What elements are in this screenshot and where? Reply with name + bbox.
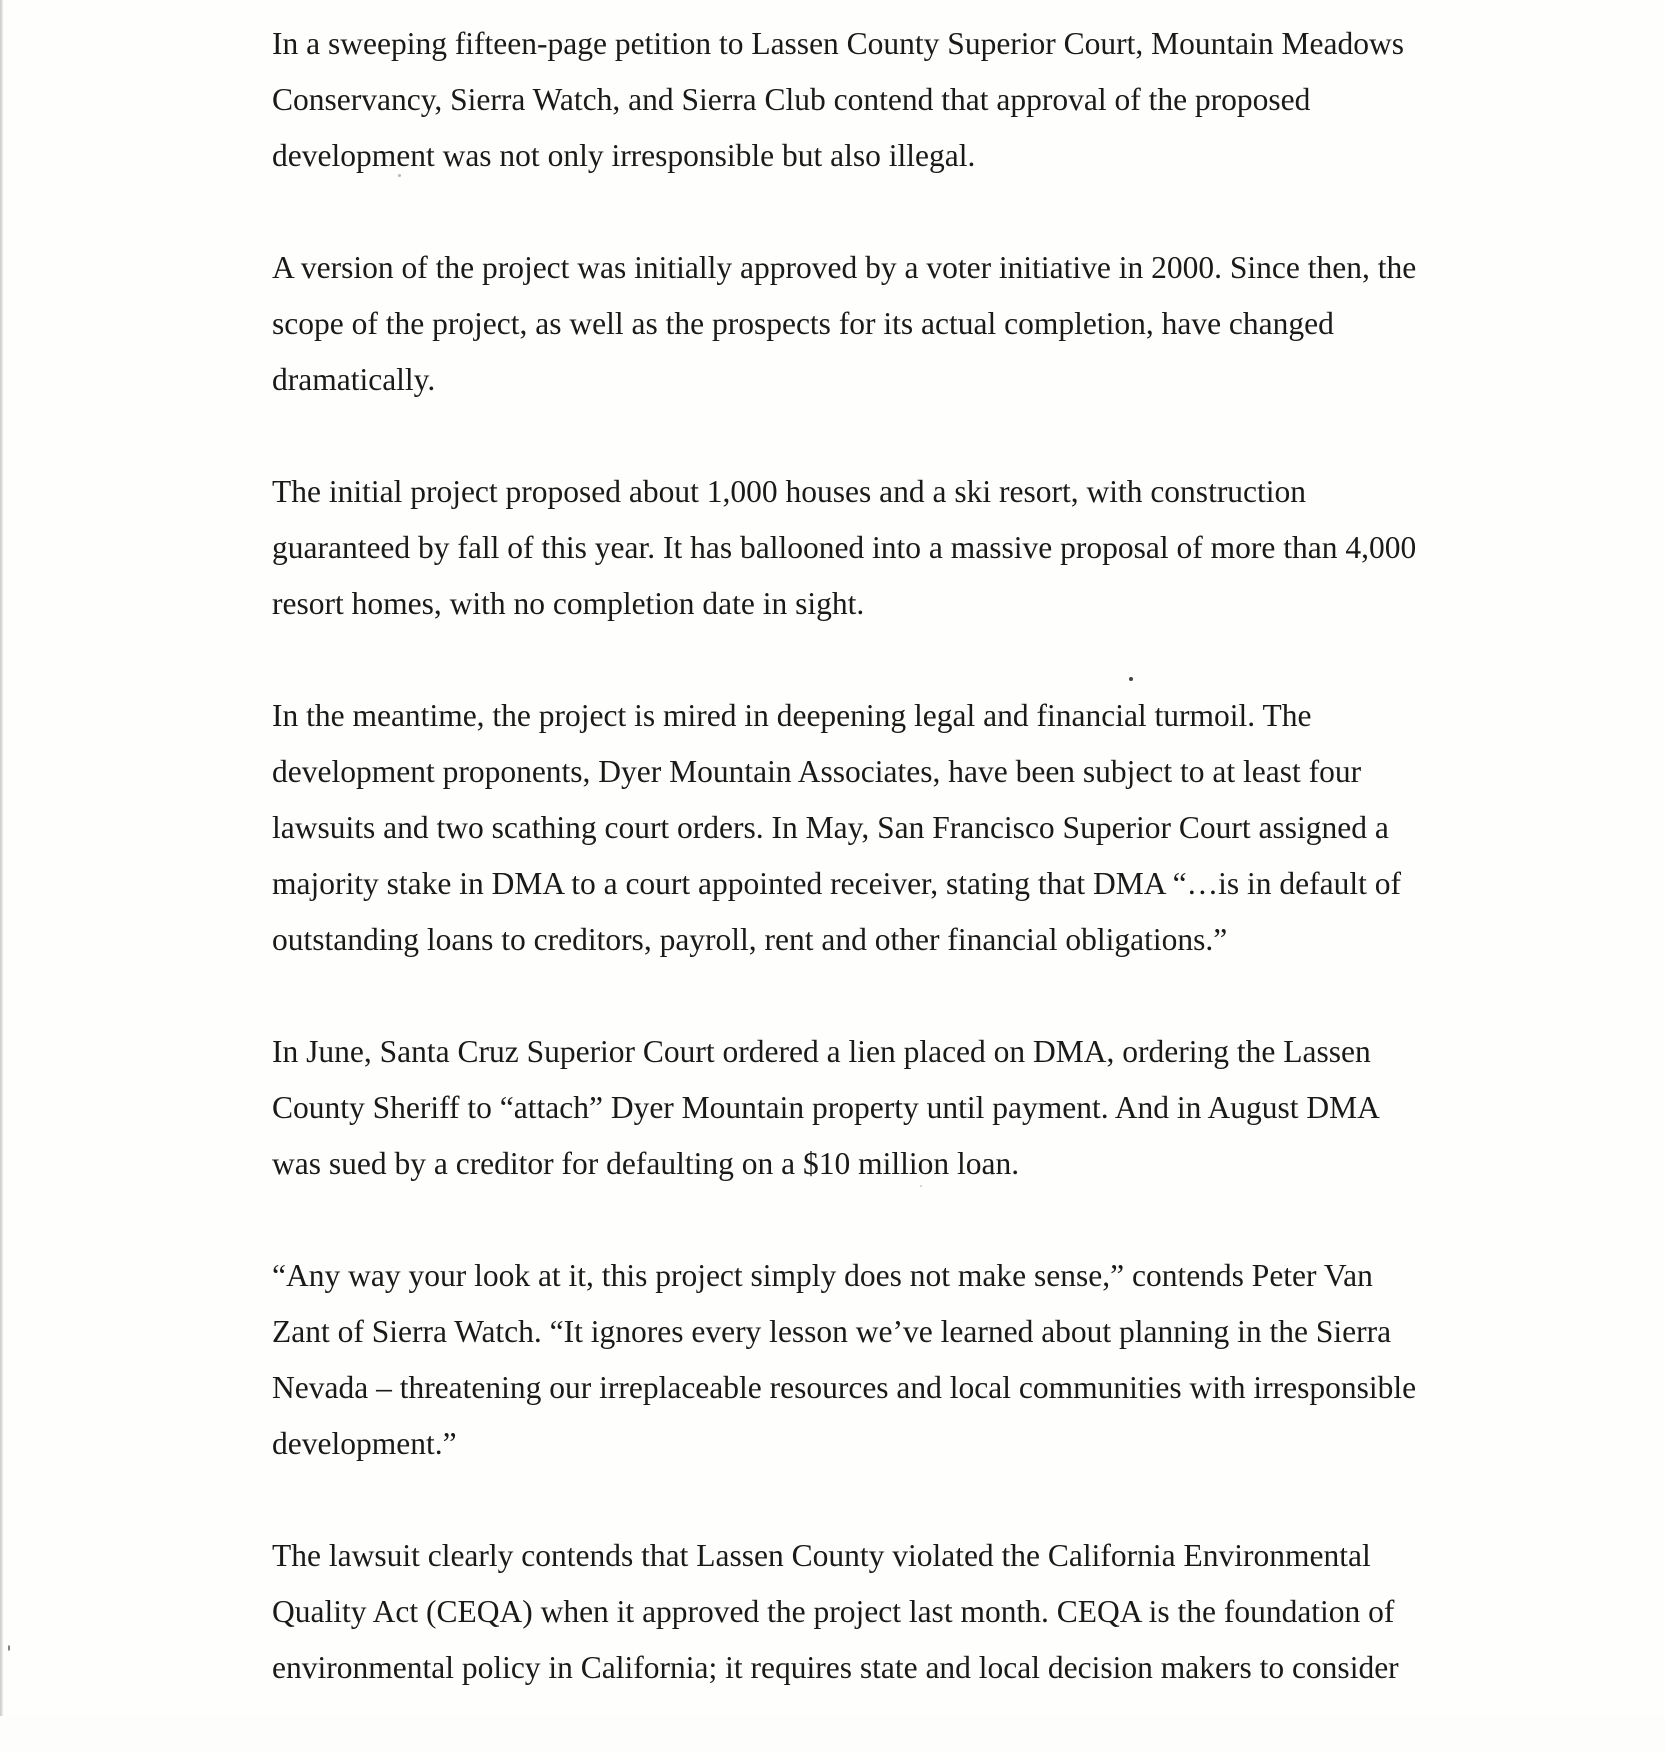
scan-speck [8, 1645, 10, 1651]
text-line: outstanding loans to creditors, payroll, rent and other financial obligations.” [272, 922, 1228, 957]
text-line: The lawsuit clearly contends that Lassen County violated the California Environmental [272, 1538, 1371, 1573]
text-line: Nevada – threatening our irreplaceable resources and local communities with irresponsible [272, 1370, 1417, 1405]
page-edge-shadow [0, 0, 3, 1716]
paragraph-voter-initiative [272, 240, 1492, 408]
text-line: environmental policy in California; it requires state and local decision makers to consider [272, 1650, 1399, 1685]
text-line: guaranteed by fall of this year. It has ballooned into a massive proposal of more than 4,000 [272, 530, 1417, 565]
text-line: County Sheriff to “attach” Dyer Mountain property until payment. And in August DMA [272, 1090, 1380, 1125]
text-line: Conservancy, Sierra Watch, and Sierra Club contend that approval of the proposed [272, 82, 1311, 117]
document-body [272, 16, 1492, 1752]
text-line: development proponents, Dyer Mountain Associates, have been subject to at least four [272, 754, 1362, 789]
paragraph-initial-project [272, 464, 1492, 632]
paragraph-petition [272, 16, 1492, 184]
text-line: development.” [272, 1426, 457, 1461]
text-line: “Any way your look at it, this project simply does not make sense,” contends Peter Van [272, 1258, 1373, 1293]
text-line: majority stake in DMA to a court appointed receiver, stating that DMA “…is in default of [272, 866, 1401, 901]
text-line: The initial project proposed about 1,000 houses and a ski resort, with construction [272, 474, 1307, 509]
paragraph-quote [272, 1248, 1492, 1472]
text-line: was sued by a creditor for defaulting on a $10 million loan. [272, 1146, 1020, 1181]
text-line: In a sweeping fifteen-page petition to Lassen County Superior Court, Mountain Meadows [272, 26, 1405, 61]
paragraph-turmoil [272, 688, 1492, 968]
text-line: scope of the project, as well as the prospects for its actual completion, have changed [272, 306, 1334, 341]
text-line: A version of the project was initially approved by a voter initiative in 2000. Since then, the [272, 250, 1417, 285]
text-line: lawsuits and two scathing court orders. In May, San Francisco Superior Court assigned a [272, 810, 1389, 845]
text-line: resort homes, with no completion date in sight. [272, 586, 865, 621]
text-line: Zant of Sierra Watch. “It ignores every lesson we’ve learned about planning in the Sierra [272, 1314, 1392, 1349]
text-line: dramatically. [272, 362, 436, 397]
text-line: development was not only irresponsible but also illegal. [272, 138, 976, 173]
text-line: In June, Santa Cruz Superior Court ordered a lien placed on DMA, ordering the Lassen [272, 1034, 1371, 1069]
text-line: Quality Act (CEQA) when it approved the project last month. CEQA is the foundation of [272, 1594, 1395, 1629]
text-line: In the meantime, the project is mired in deepening legal and financial turmoil. The [272, 698, 1312, 733]
paragraph-ceqa [272, 1528, 1492, 1696]
paragraph-lien [272, 1024, 1492, 1192]
